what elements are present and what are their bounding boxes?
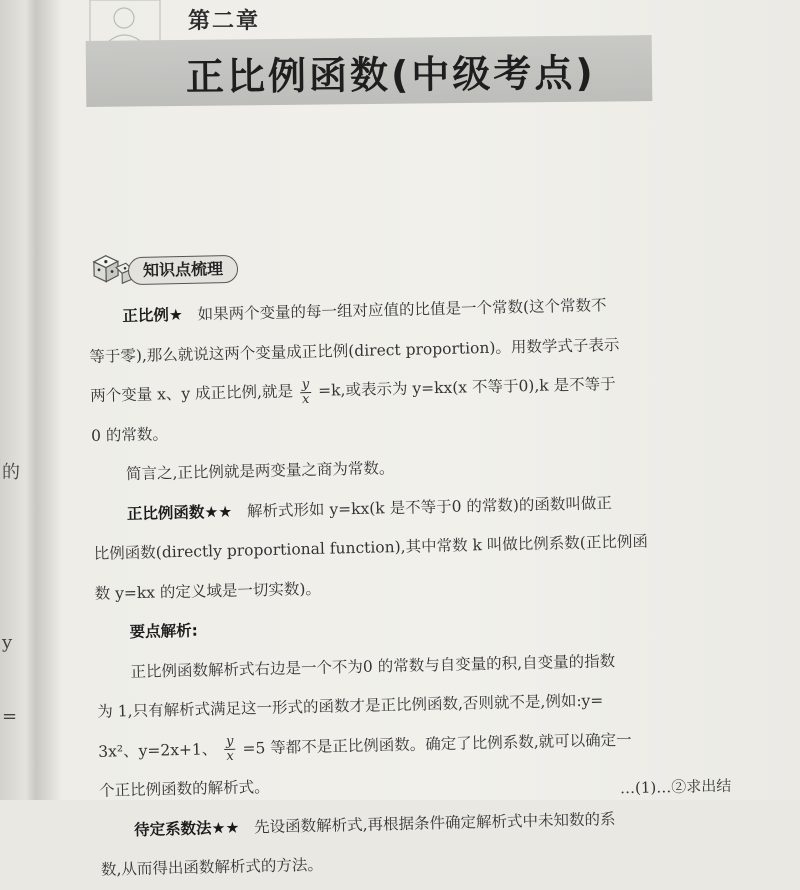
fraction-y-over-x	[224, 735, 236, 764]
text-span: 个正比例函数的解析式。	[98, 778, 270, 800]
body-text	[88, 283, 749, 890]
text-span: 等于零),那么就说这两个变量成正比例(direct proportion)。用数学式子表示	[89, 335, 620, 366]
left-page-fragment: y	[2, 632, 13, 653]
chapter-label: 第二章	[188, 9, 261, 34]
text-span: 比例函数(directly proportional function),其中常数 k 叫做比例系数(正比例函	[93, 532, 649, 563]
text-span: 3x²、y=2x+1、	[98, 739, 218, 761]
term-proportional-function: 正比例函数★★	[126, 502, 233, 523]
left-page-edge	[0, 0, 36, 800]
left-page-fragment: 的	[2, 462, 20, 483]
text-span: =k,或表示为 y=kx(x 不等于0),k 是不等于	[317, 375, 616, 400]
text-span: 0 的常数。	[90, 424, 169, 445]
section-title: 知识点梳理	[128, 255, 239, 285]
fraction-denominator: x	[226, 748, 234, 764]
text-span: 数,从而得出函数解析式的方法。	[100, 855, 324, 879]
fraction-y-over-x	[300, 377, 312, 406]
section-header	[90, 248, 281, 288]
text-span: 简言之,正比例就是两变量之商为常数。	[125, 459, 395, 484]
fraction-denominator: x	[301, 391, 310, 407]
text-span: 两个变量 x、y 成正比例,就是	[90, 382, 294, 405]
text-span: =5 等都不是正比例函数。确定了比例系数,就可以确定一	[242, 730, 632, 758]
left-page-fragment: =	[2, 706, 18, 727]
text-span: 正比例函数解析式右边是一个不为0 的常数与自变量的积,自变量的指数	[130, 651, 616, 681]
term-direct-proportion: 正比例★	[122, 305, 184, 326]
text-span: 先设函数解析式,再根据条件确定解析式中未知数的系	[253, 809, 616, 836]
text-span: 数 y=kx 的定义域是一切实数)。	[94, 579, 322, 603]
fraction-numerator: y	[224, 735, 236, 750]
chapter-title: 正比例函数(中级考点)	[185, 50, 597, 100]
text-span: 为 1,只有解析式满足这一形式的函数才是正比例函数,否则就不是,例如:y=	[97, 691, 604, 721]
term-key-points: 要点解析:	[129, 621, 198, 642]
bottom-cutoff-text: …(1)…②求出结	[619, 776, 732, 798]
text-span: 解析式形如 y=kx(k 是不等于0 的常数)的函数叫做正	[246, 493, 613, 520]
term-undetermined-coefficients: 待定系数法★★	[133, 818, 240, 839]
text-span: 如果两个变量的每一组对应值的比值是一个常数(这个常数不	[197, 296, 607, 324]
fraction-numerator: y	[300, 377, 312, 392]
